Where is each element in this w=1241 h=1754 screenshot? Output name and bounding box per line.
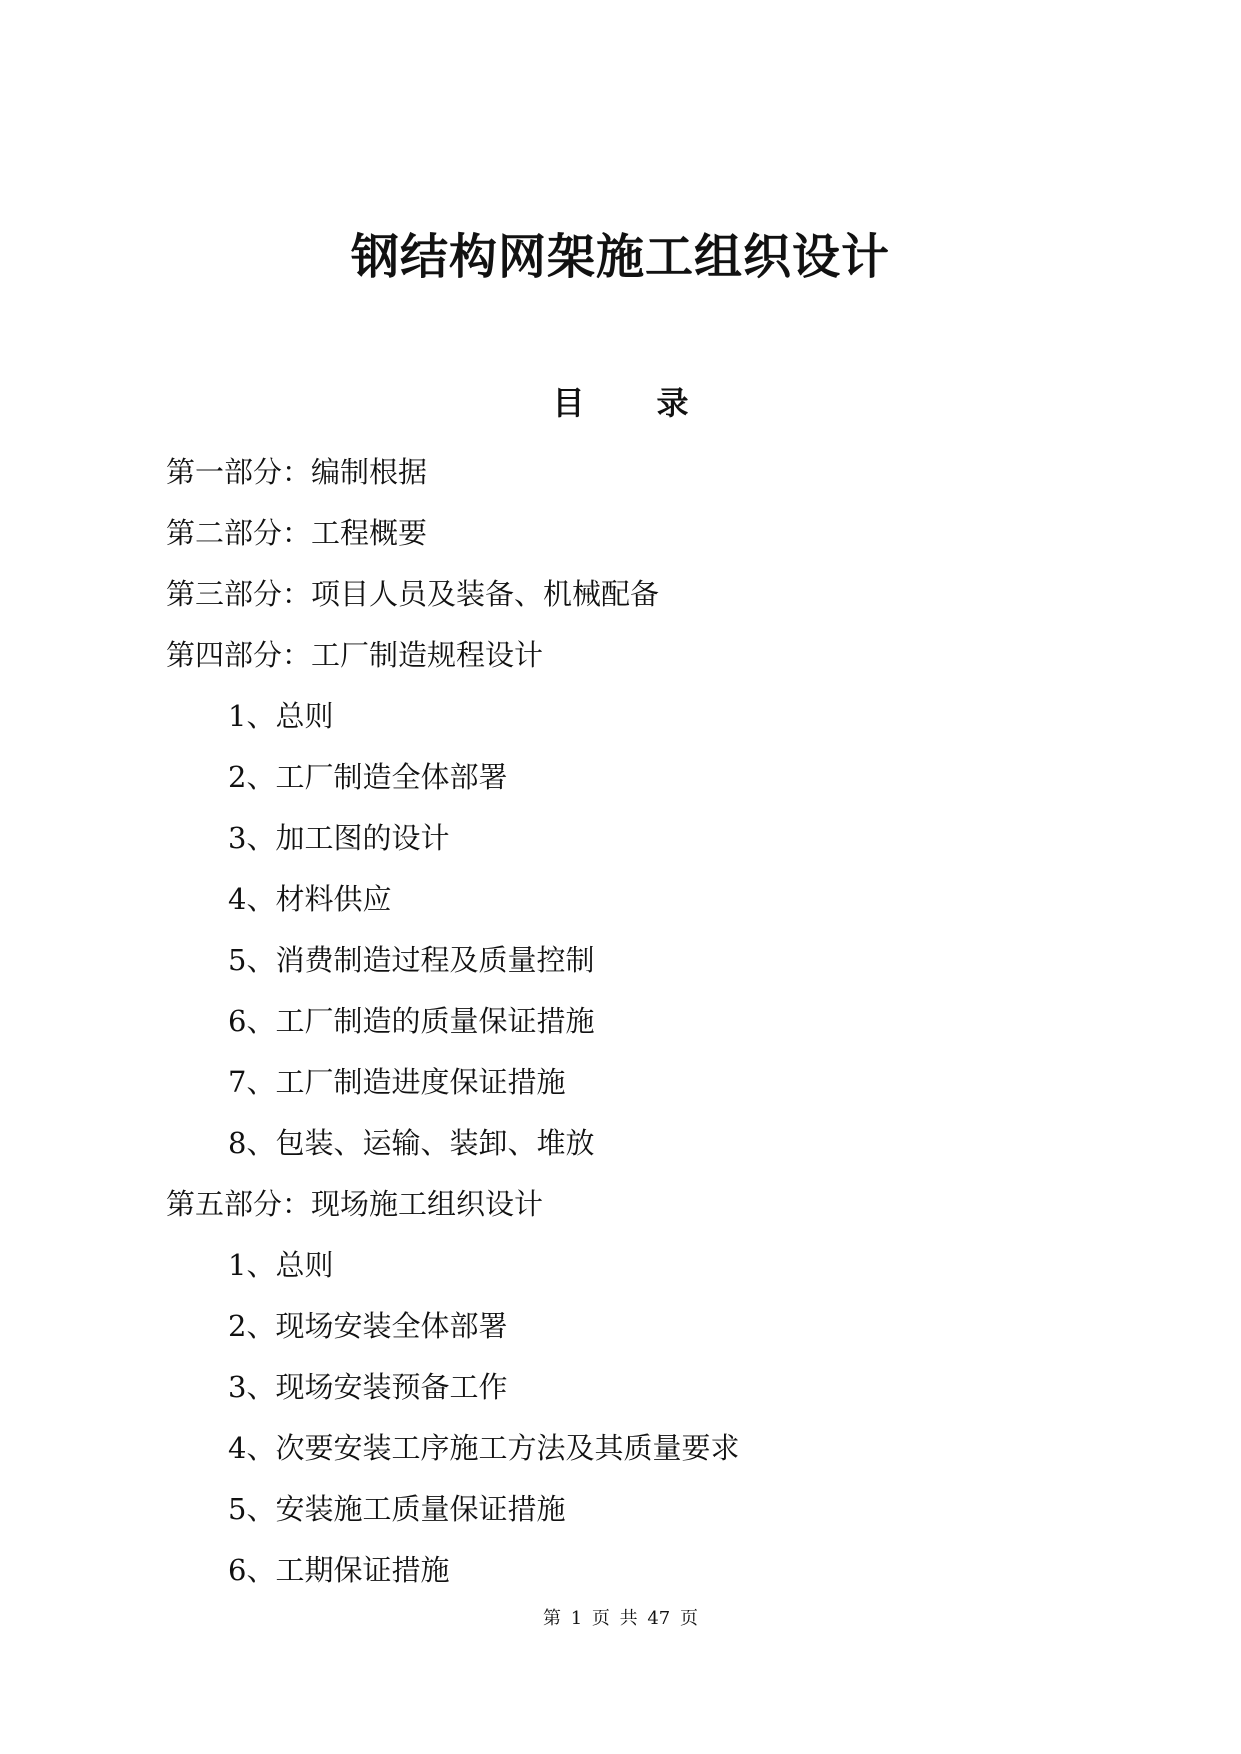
toc-subsection-entry: 4、次要安装工序施工方法及其质量要求 (228, 1431, 740, 1465)
toc-subsection-entry: 2、现场安装全体部署 (228, 1309, 508, 1343)
toc-subsection-entry: 1、总则 (228, 699, 334, 733)
toc-subsection-entry: 8、包装、运输、装卸、堆放 (228, 1126, 595, 1160)
toc-subsection-entry: 3、现场安装预备工作 (228, 1370, 508, 1404)
toc-section-entry: 第二部分：工程概要 (166, 516, 428, 550)
toc-heading-char-1: 目 (552, 384, 585, 422)
toc-subsection-entry: 2、工厂制造全体部署 (228, 760, 508, 794)
toc-subsection-entry: 7、工厂制造进度保证措施 (228, 1065, 566, 1099)
table-of-contents (0, 442, 1241, 1601)
toc-subsection-entry: 6、工厂制造的质量保证措施 (228, 1004, 595, 1038)
toc-subsection-entry: 1、总则 (228, 1248, 334, 1282)
toc-heading-char-2: 录 (656, 384, 689, 422)
toc-subsection-entry: 3、加工图的设计 (228, 821, 450, 855)
toc-section-entry: 第一部分：编制根据 (166, 455, 428, 489)
document-title: 钢结构网架施工组织设计 (350, 229, 890, 285)
toc-section-entry: 第三部分：项目人员及装备、机械配备 (166, 577, 660, 611)
toc-section-entry: 第四部分：工厂制造规程设计 (166, 638, 544, 672)
toc-subsection-entry: 5、安装施工质量保证措施 (228, 1492, 566, 1526)
toc-heading (0, 378, 1241, 424)
toc-section-entry: 第五部分：现场施工组织设计 (166, 1187, 544, 1221)
page-footer: 第 1 页 共 47 页 (543, 1608, 698, 1629)
toc-subsection-entry: 5、消费制造过程及质量控制 (228, 943, 595, 977)
toc-subsection-entry: 4、材料供应 (228, 882, 392, 916)
toc-subsection-entry: 6、工期保证措施 (228, 1553, 450, 1587)
